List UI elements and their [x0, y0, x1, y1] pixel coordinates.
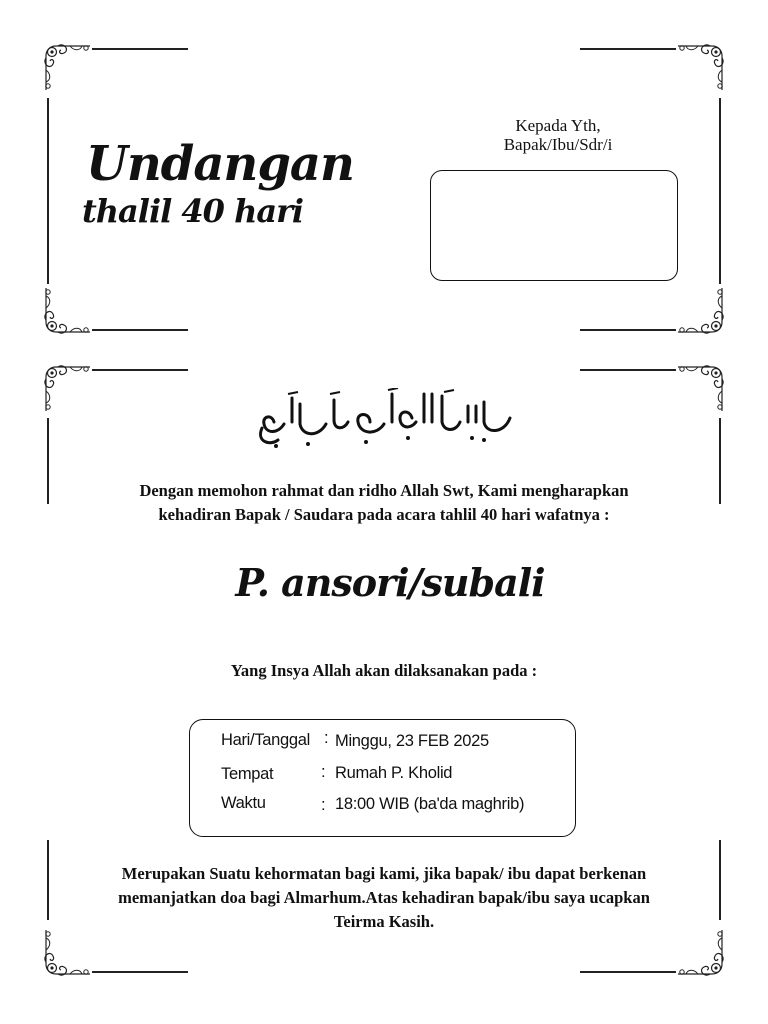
ornament-corner-icon — [674, 926, 726, 978]
intro-line-1: Dengan memohon rahmat dan ridho Allah Swt, Kami mengharapkan — [139, 481, 629, 500]
date-colon: : — [324, 729, 329, 747]
frame-bottom-right-line — [580, 329, 676, 331]
recipient-line-1: Kepada Yth, — [515, 116, 601, 135]
ornament-corner-icon — [674, 42, 726, 94]
place-label: Tempat — [221, 765, 274, 783]
time-colon: : — [321, 796, 326, 814]
date-value: Minggu, 23 FEB 2025 — [335, 732, 489, 750]
closing-line-2: memanjatkan doa bagi Almarhum.Atas kehadiran bapak/ibu saya ucapkan — [118, 888, 650, 907]
frame-top-left-line — [92, 369, 188, 371]
place-value: Rumah P. Kholid — [335, 764, 453, 782]
frame-right-line — [719, 840, 721, 920]
recipient-line-2: Bapak/Ibu/Sdr/i — [503, 135, 613, 154]
event-details-box — [189, 719, 576, 837]
frame-bottom-left-line — [92, 971, 188, 973]
frame-top-left-line — [92, 48, 188, 50]
intro-line-2: kehadiran Bapak / Saudara pada acara tahlil 40 hari wafatnya : — [158, 505, 610, 524]
ornament-corner-icon — [42, 926, 94, 978]
ornament-corner-icon — [674, 284, 726, 336]
recipient-heading — [470, 116, 646, 154]
frame-right-line — [719, 418, 721, 504]
frame-left-line — [47, 840, 49, 920]
closing-line-3: Teirma Kasih. — [333, 912, 435, 931]
recipient-address-box — [430, 170, 678, 281]
frame-left-line — [47, 418, 49, 504]
event-intro-text: Yang Insya Allah akan dilaksanakan pada : — [230, 661, 538, 680]
frame-bottom-left-line — [92, 329, 188, 331]
deceased-name: P. ansori/subali — [235, 560, 545, 605]
basmalah-calligraphy-icon — [248, 388, 520, 452]
ornament-corner-icon — [42, 363, 94, 415]
ornament-corner-icon — [42, 42, 94, 94]
ornament-corner-icon — [42, 284, 94, 336]
invitation-title: Undangan — [86, 136, 354, 192]
closing-line-1: Merupakan Suatu kehormatan bagi kami, jika bapak/ ibu dapat berkenan — [121, 864, 647, 883]
intro-text — [90, 479, 678, 527]
frame-top-right-line — [580, 369, 676, 371]
frame-left-line — [47, 98, 49, 284]
time-label: Waktu — [221, 794, 266, 812]
frame-right-line — [719, 98, 721, 284]
invitation-subtitle: thalil 40 hari — [82, 192, 304, 230]
time-value: 18:00 WIB (ba'da maghrib) — [335, 795, 525, 813]
ornament-corner-icon — [674, 363, 726, 415]
place-colon: : — [321, 763, 326, 781]
frame-bottom-right-line — [580, 971, 676, 973]
frame-top-right-line — [580, 48, 676, 50]
closing-text — [92, 862, 676, 934]
date-label: Hari/Tanggal — [221, 731, 311, 749]
